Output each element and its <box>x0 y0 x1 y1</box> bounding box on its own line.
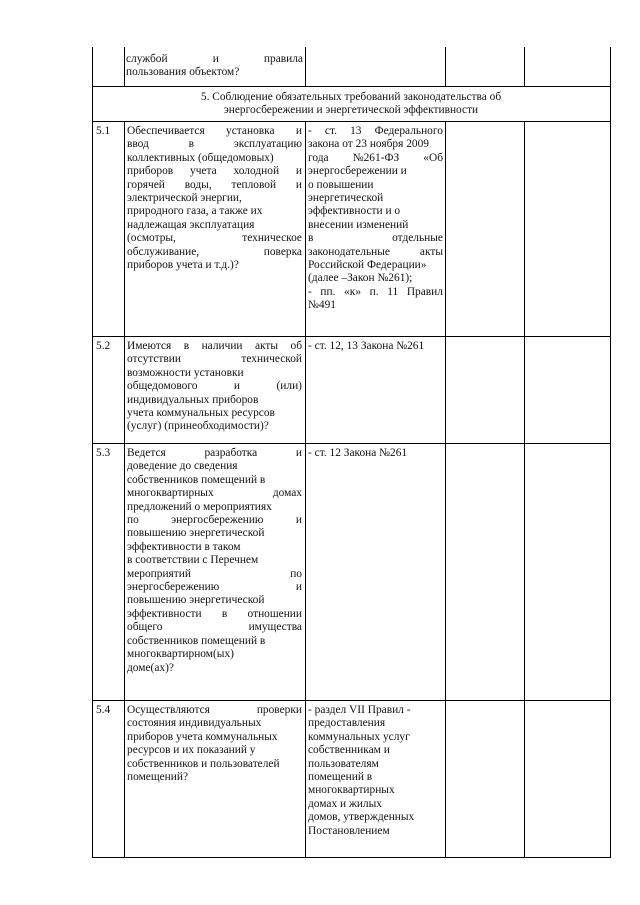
question-line <box>127 125 302 138</box>
table-border-vertical <box>445 47 446 87</box>
question-word: воды, <box>184 178 212 191</box>
question-word: Осуществляются <box>127 704 210 716</box>
question-word: и <box>295 581 302 594</box>
legal-basis-line <box>308 299 443 312</box>
legal-basis-line <box>308 219 443 232</box>
legal-basis-word: помещений в <box>308 771 373 784</box>
legal-basis-word: (далее –Закон №261); <box>308 272 413 285</box>
question-line <box>127 407 302 420</box>
section-title-line: энергосбережении и энергетической эффективности <box>223 104 479 117</box>
legal-basis-line <box>308 205 443 218</box>
question-word: и <box>295 514 302 527</box>
question-word: поверка <box>263 245 302 258</box>
question-word: установка <box>226 125 275 137</box>
question-line <box>127 420 302 433</box>
legal-basis-word: Российской Федерации» <box>308 259 427 272</box>
legal-basis-line <box>308 138 443 151</box>
legal-basis-word: коммунальных услуг <box>308 730 410 743</box>
question-line <box>127 152 302 165</box>
legal-basis-line <box>308 704 443 717</box>
question-word: доведение до сведения <box>127 460 238 473</box>
legal-basis-line <box>308 811 443 824</box>
legal-basis-word: пп. <box>320 285 336 298</box>
question-word: холодной <box>233 165 280 178</box>
question-line <box>127 514 302 527</box>
legal-basis-line <box>308 784 443 797</box>
legal-basis-word: Постановлением <box>308 824 390 837</box>
continuation-question-word: и <box>212 53 219 65</box>
question-word: и <box>233 380 241 393</box>
answer-cell-yes[interactable] <box>446 122 524 336</box>
question-word: электрической энергии, <box>127 192 242 205</box>
question-word: эксплуатацию <box>233 138 302 151</box>
table-border-vertical <box>305 121 306 858</box>
question-word: в <box>188 138 195 151</box>
answer-cell-no[interactable] <box>525 337 610 443</box>
legal-basis-line <box>308 798 443 811</box>
question-word: многоквартирных <box>127 487 214 500</box>
row-number: 5.1 <box>96 125 111 137</box>
legal-basis-word: домов, утвержденных <box>308 811 415 824</box>
question-line <box>127 541 302 554</box>
legal-basis-word: «Об <box>423 151 443 164</box>
question-word: энергосбережению <box>171 514 264 527</box>
question-word: отношении <box>247 607 302 620</box>
legal-basis-text <box>308 125 443 313</box>
question-line <box>127 179 302 192</box>
question-line <box>127 731 302 744</box>
legal-basis-word: - ст. 12, 13 Закона №261 <box>308 340 425 352</box>
question-line <box>127 246 302 259</box>
continuation-question-text <box>126 53 303 80</box>
row-number: 5.3 <box>96 447 111 459</box>
question-word: и <box>295 447 302 459</box>
legal-basis-word: пользователям <box>308 757 379 770</box>
legal-basis-line <box>308 232 443 245</box>
question-word: и <box>295 165 302 178</box>
question-word: эффективности <box>127 607 202 620</box>
question-line <box>127 771 302 784</box>
legal-basis-line <box>308 192 443 205</box>
question-word: приборов учета коммунальных <box>127 730 278 743</box>
question-line <box>127 662 302 675</box>
legal-basis-word: многоквартирных <box>308 784 395 797</box>
question-word: тепловой <box>231 178 277 191</box>
question-line <box>127 192 302 205</box>
question-word: возможности установки <box>127 366 244 379</box>
question-word: и <box>295 178 302 191</box>
legal-basis-word: года <box>308 151 329 164</box>
question-line <box>127 554 302 567</box>
legal-basis-line <box>308 340 443 353</box>
question-word: в <box>221 607 228 620</box>
legal-basis-line <box>308 717 443 730</box>
question-word: повышению энергетической <box>127 527 265 540</box>
answer-cell-no[interactable] <box>525 122 610 336</box>
legal-basis-word: №491 <box>308 299 336 312</box>
legal-basis-text <box>308 447 443 460</box>
question-text <box>127 447 302 675</box>
legal-basis-text <box>308 340 443 353</box>
question-line <box>127 704 302 717</box>
legal-basis-word: собственникам и <box>308 744 390 757</box>
legal-basis-word: предоставления <box>308 717 386 730</box>
legal-basis-line <box>308 246 443 259</box>
question-line <box>127 581 302 594</box>
legal-basis-line <box>308 259 443 272</box>
question-line <box>127 394 302 407</box>
legal-basis-line <box>308 744 443 757</box>
question-line <box>127 594 302 607</box>
question-line <box>127 608 302 621</box>
table-border-horizontal <box>92 86 611 87</box>
question-word: домах <box>272 487 302 500</box>
table-border-vertical <box>524 47 525 87</box>
table-border-vertical <box>124 121 125 858</box>
question-word: коллективных (общедомовых) <box>127 151 274 164</box>
question-word: приборов <box>127 165 174 178</box>
legal-basis-word: домах и жилых <box>308 797 382 810</box>
question-line <box>127 744 302 757</box>
legal-basis-line <box>308 447 443 460</box>
legal-basis-word: ст. <box>324 125 337 137</box>
question-word: повышению энергетической <box>127 594 265 607</box>
question-word: собственников и пользователей <box>127 757 280 770</box>
question-word: (осмотры, <box>127 232 176 245</box>
table-border-vertical <box>124 47 125 87</box>
legal-basis-word: эффективности и о <box>308 205 401 218</box>
legal-basis-word: акты <box>419 245 443 258</box>
question-word: об <box>290 340 302 352</box>
question-text <box>127 340 302 434</box>
legal-basis-word: Правил <box>406 285 443 298</box>
table-border-vertical <box>610 121 611 858</box>
question-line <box>127 635 302 648</box>
question-word: наличии <box>201 340 243 352</box>
question-word: индивидуальных приборов <box>127 393 259 406</box>
question-word: надлежащая эксплуатация <box>127 218 255 231</box>
question-word: предложений о мероприятиях <box>127 500 272 513</box>
legal-basis-line <box>308 731 443 744</box>
question-line <box>127 219 302 232</box>
legal-basis-line <box>308 771 443 784</box>
legal-basis-line <box>308 825 443 838</box>
question-word: в <box>183 340 190 352</box>
question-word: проверки <box>256 704 302 716</box>
section-title <box>92 91 610 118</box>
table-border-vertical <box>610 86 611 122</box>
question-word: природного газа, а также их <box>127 205 263 218</box>
question-text <box>127 125 302 272</box>
question-word: учета коммунальных ресурсов <box>127 407 275 420</box>
question-line <box>127 621 302 634</box>
question-word: акты <box>254 340 279 352</box>
legal-basis-word: - ст. 12 Закона №261 <box>308 447 408 459</box>
question-word: учета <box>190 165 217 178</box>
legal-basis-word: Федерального <box>374 125 443 137</box>
legal-basis-word: «к» <box>344 285 362 298</box>
legal-basis-line <box>308 165 443 178</box>
legal-basis-line <box>308 152 443 165</box>
table-border-vertical <box>92 121 93 858</box>
continuation-question-line <box>126 66 303 79</box>
answer-cell-yes[interactable] <box>446 444 524 700</box>
question-line <box>127 527 302 540</box>
question-word: горячей <box>127 178 165 191</box>
question-word: энергосбережению <box>127 581 220 594</box>
legal-basis-word: внесении изменений <box>308 218 409 231</box>
row-number: 5.4 <box>96 704 111 716</box>
question-word: мероприятий <box>127 567 191 580</box>
question-word: общего <box>127 621 163 634</box>
answer-cell-yes[interactable] <box>446 337 524 443</box>
question-line <box>127 205 302 218</box>
continuation-question-word: службой <box>126 53 168 65</box>
section-title-line: 5. Соблюдение обязательных требований законодательства об <box>200 91 502 103</box>
legal-basis-word: энергетической <box>308 192 384 205</box>
question-word: (или) <box>276 380 302 393</box>
legal-basis-word: закона от 23 ноября 2009 <box>308 138 429 151</box>
legal-basis-text <box>308 704 443 838</box>
question-word: Ведется <box>127 447 166 459</box>
question-word: собственников помещений в <box>127 473 266 486</box>
answer-cell-yes[interactable] <box>446 701 524 857</box>
legal-basis-word: отдельные <box>392 232 443 245</box>
question-word: отсутствии <box>127 353 181 366</box>
question-line <box>127 648 302 661</box>
legal-basis-word: п. <box>369 285 379 298</box>
question-word: и <box>295 125 302 137</box>
legal-basis-word: о повышении <box>308 178 374 191</box>
row-number: 5.2 <box>96 340 111 352</box>
legal-basis-word: законодательные <box>308 245 390 258</box>
question-line <box>127 568 302 581</box>
question-line <box>127 460 302 473</box>
table-border-vertical <box>305 47 306 87</box>
legal-basis-word: 13 <box>350 125 362 137</box>
legal-basis-word: №261-ФЗ <box>352 151 400 164</box>
question-word: приборов учета и т.д.)? <box>127 259 239 272</box>
question-word: ввод <box>127 138 149 151</box>
table-border-vertical <box>610 47 611 87</box>
answer-cell-no[interactable] <box>525 701 610 857</box>
question-word: доме(ах)? <box>127 661 174 674</box>
question-word: общедомового <box>127 380 198 393</box>
question-line <box>127 138 302 151</box>
question-word: технической <box>241 353 302 366</box>
legal-basis-word: - раздел VII Правил - <box>308 704 411 716</box>
question-word: имущества <box>248 621 302 634</box>
legal-basis-word: энергосбережении и <box>308 165 407 178</box>
legal-basis-line <box>308 179 443 192</box>
question-line <box>127 367 302 380</box>
legal-basis-word: в <box>308 232 314 245</box>
question-line <box>127 487 302 500</box>
legal-basis-line <box>308 758 443 771</box>
question-word: в соответствии с Перечнем <box>127 554 259 567</box>
question-word: разработка <box>204 447 258 459</box>
question-line <box>127 340 302 353</box>
question-word: Имеются <box>127 340 172 352</box>
question-line <box>127 717 302 730</box>
legal-basis-line <box>308 286 443 299</box>
question-line <box>127 165 302 178</box>
continuation-question-word: правила <box>263 53 303 65</box>
question-word: по <box>127 514 139 527</box>
question-word: техническое <box>242 232 302 245</box>
question-text <box>127 704 302 784</box>
table-border-horizontal <box>92 857 611 858</box>
question-word: эффективности в таком <box>127 540 241 553</box>
legal-basis-line <box>308 125 443 138</box>
question-line <box>127 232 302 245</box>
question-line <box>127 758 302 771</box>
question-line <box>127 380 302 393</box>
question-word: (услуг) (пpинеобходимости)? <box>127 420 269 433</box>
legal-basis-word: - <box>308 285 312 298</box>
question-word: по <box>290 567 302 580</box>
question-line <box>127 259 302 272</box>
continuation-question-line <box>126 53 303 66</box>
question-word: ресурсов и их показаний у <box>127 744 256 757</box>
question-word: Обеспечивается <box>127 125 205 137</box>
answer-cell-no[interactable] <box>525 444 610 700</box>
question-word: помещений? <box>127 771 189 784</box>
question-line <box>127 353 302 366</box>
legal-basis-line <box>308 272 443 285</box>
legal-basis-word: 11 <box>387 285 399 298</box>
question-line <box>127 501 302 514</box>
question-line <box>127 474 302 487</box>
continuation-question-word: пользования объектом? <box>126 66 240 79</box>
table-border-vertical <box>92 47 93 87</box>
legal-basis-word: - <box>308 125 312 137</box>
question-word: многоквартирном(ых) <box>127 648 234 661</box>
question-word: собственников помещений в <box>127 634 266 647</box>
question-word: обслуживание, <box>127 245 200 258</box>
question-word: состояния индивидуальных <box>127 717 262 730</box>
question-line <box>127 447 302 460</box>
